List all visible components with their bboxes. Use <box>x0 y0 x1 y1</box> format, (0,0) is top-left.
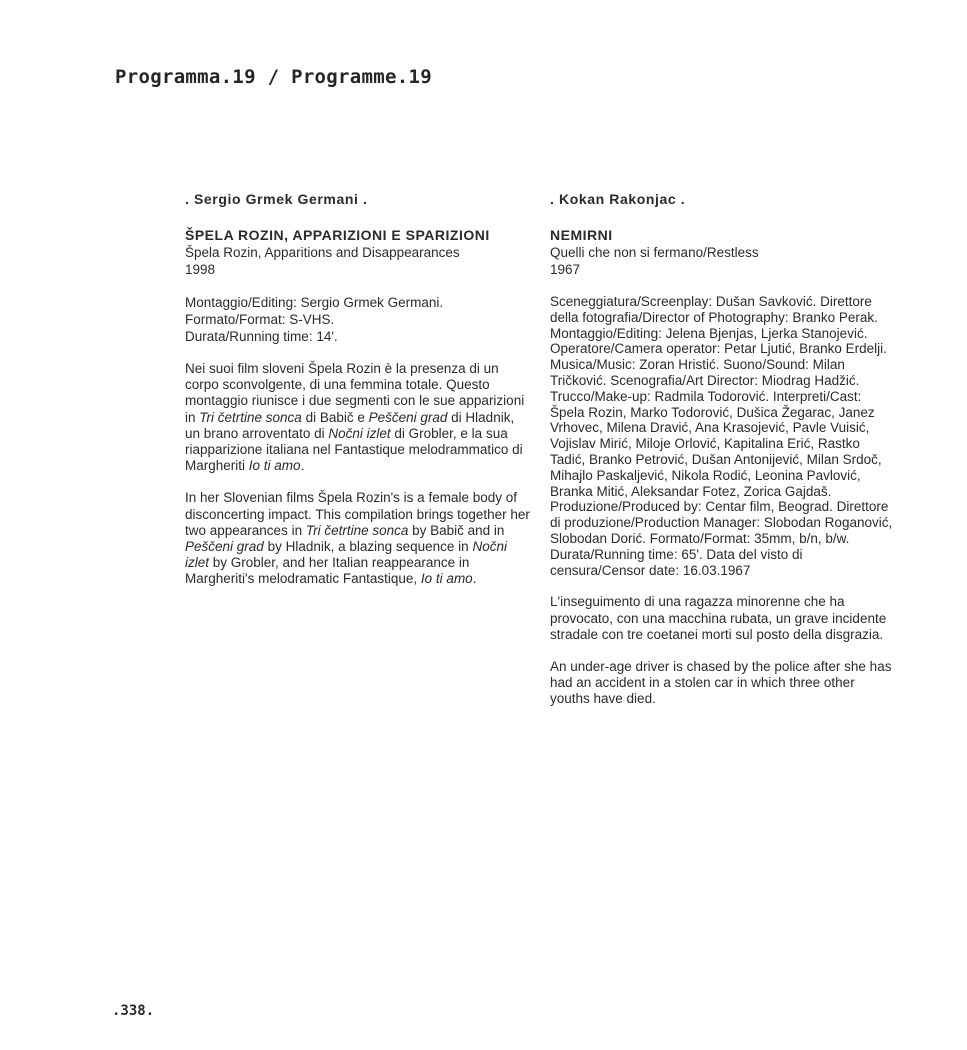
right-column <box>550 190 895 708</box>
film-ref: Tri četrtine sonca <box>199 409 302 425</box>
film-subtitle: Quelli che non si fermano/Restless <box>550 245 759 260</box>
credit-running-time: Durata/Running time: 14'. <box>185 329 338 344</box>
film-ref: Io ti amo <box>420 571 473 587</box>
page-number: .338. <box>112 1003 155 1019</box>
director-name: . Kokan Rakonjac . <box>550 191 686 207</box>
synopsis <box>185 361 530 588</box>
film-ref: Io ti amo <box>248 458 301 474</box>
credits-list <box>185 294 530 345</box>
left-column <box>185 190 530 588</box>
director-name: . Sergio Grmek Germani . <box>185 191 368 207</box>
film-ref: Tri četrtine sonca <box>305 522 409 538</box>
film-ref: Peščeni grad <box>185 539 264 555</box>
synopsis-english: In her Slovenian films Špela Rozin's is a female body of disconcerting impact. This compilation brings together her two appearances in Tri četrtine sonca by Babič and in Peščeni grad by Hladnik, a blazing sequence in Nočni izlet by Grobler, and her Italian reappearance in Margheriti's melodramatic Fantastique, Io ti amo. <box>185 490 530 587</box>
film-title: NEMIRNI <box>550 227 613 243</box>
synopsis-italian: L'inseguimento di una ragazza minorenne che ha provocato, con una macchina rubata, un grave incidente stradale con tre coetanei morti sul posto della disgrazia. <box>550 594 887 642</box>
film-subtitle: Špela Rozin, Apparitions and Disappearances <box>185 245 460 260</box>
film-ref: Nočni izlet <box>328 425 391 441</box>
synopsis-english: An under-age driver is chased by the police after she has had an accident in a stolen car in which three other youths have died. <box>550 658 892 707</box>
film-year: 1967 <box>550 262 581 277</box>
film-year: 1998 <box>185 262 216 277</box>
credit-format: Formato/Format: S-VHS. <box>185 312 335 327</box>
credits-text: Sceneggiatura/Screenplay: Dušan Savković. Direttore della fotografia/Director of Photography: Branko Perak. Montaggio/Editing: Jelena Bjenjas, Ljerka Stanojević. Operatore/Camera operator: Petar Ljutić, Branko Erdelji. Musica/Music: Zoran Hristić. Suono/Sound: Milan Tričković. Scenografia/Art Director: Miodrag Hadžić. Trucco/Make-up: Radmila Todorović. Interpreti/Cast: Špela Rozin, Marko Todorović, Dušica Žegarac, Janez Vrhovec, Milena Dravić, Ana Krasojević, Pavle Vuisić, Vojislav Mirić, Miloje Orlović, Kapitalina Erić, Rastko Tadić, Branko Petrović, Dušan Antonijević, Milan Srdoč, Mihajlo Paskaljević, Nikola Rodić, Leonina Pavlović, Branka Mitić, Aleksandar Fotez, Zorica Gajdaš. Produzione/Produced by: Centar film, Beograd. Direttore di produzione/Production Manager: Slobodan Roganović, Slobodan Dorić. Formato/Format: 35mm, b/n, b/w. Durata/Running time: 65'. Data del visto di censura/Censor date: 16.03.1967 <box>550 294 893 578</box>
synopsis-italian: Nei suoi film sloveni Špela Rozin è la presenza di un corpo sconvolgente, di una femmina totale. Questo montaggio riunisce i due segmenti con le sue apparizioni in Tri četrtine sonca di Babič e Peščeni grad di Hladnik, un brano arroventato di Nočni izlet di Grobler, e la sua riapparizione italiana nel Fantastique melodrammatico di Margheriti Io ti amo. <box>185 361 525 474</box>
film-ref: Nočni izlet <box>185 539 507 571</box>
credit-editing: Montaggio/Editing: Sergio Grmek Germani. <box>185 295 444 310</box>
film-ref: Peščeni grad <box>368 409 448 425</box>
page-header: Programma.19 / Programme.19 <box>115 66 432 88</box>
film-title: ŠPELA ROZIN, APPARIZIONI E SPARIZIONI <box>185 227 490 243</box>
